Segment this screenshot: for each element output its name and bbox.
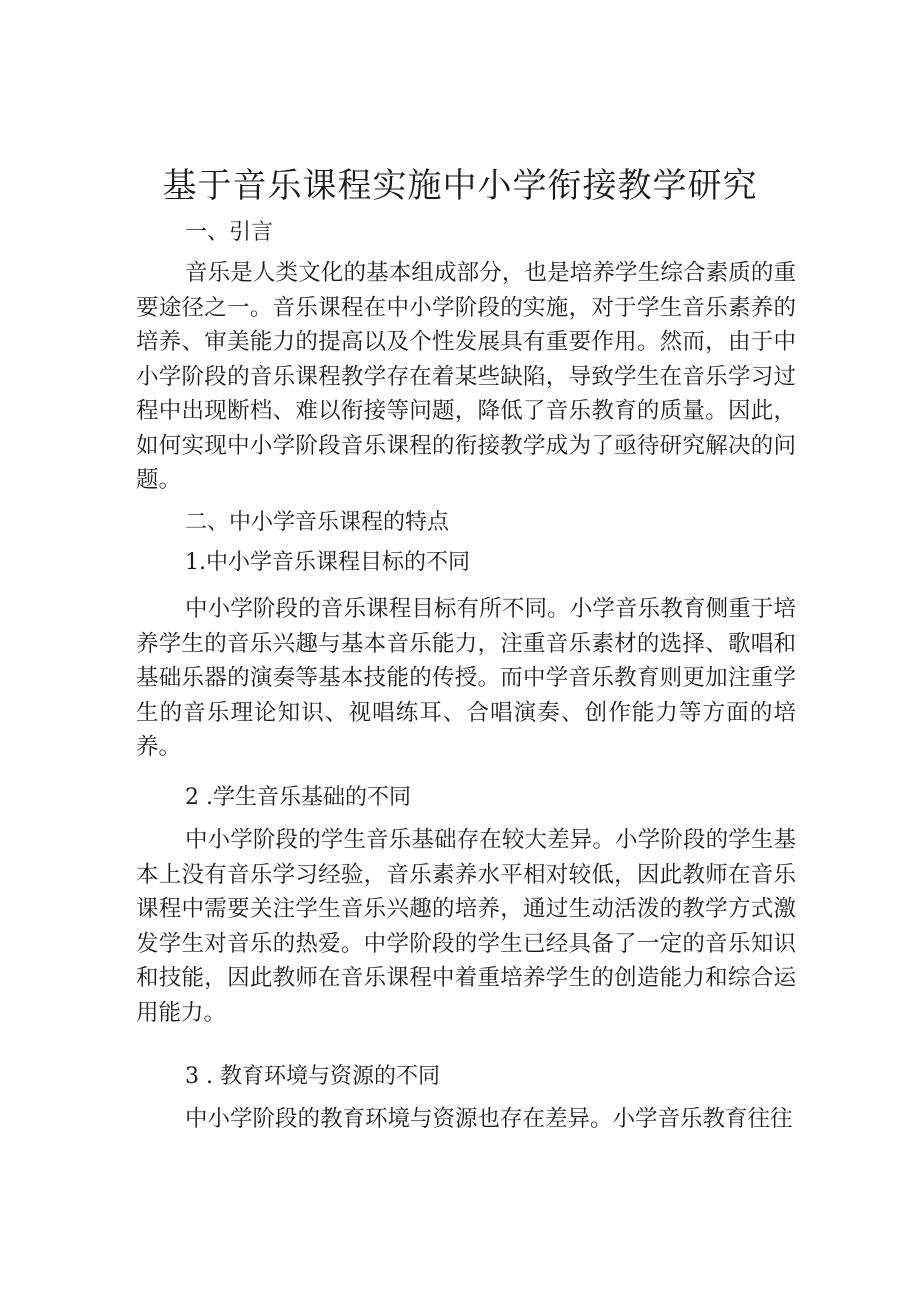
section-heading-characteristics: 二、中小学音乐课程的特点 [185,510,450,535]
introduction-paragraph: 音乐是人类文化的基本组成部分，也是培养学生综合素质的重要途径之一。音乐课程在中小学阶段的实施，对于学生音乐素养的培养、审美能力的提高以及个性发展具有重要作用。然而，由于中小学阶段的音乐课程教学存在着某些缺陷，导致学生在音乐学习过程中出现断档、难以衔接等问题，降低了音乐教育的质量。因此，如何实现中小学阶段音乐课程的衔接教学成为了亟待研究解决的问题。 [136,260,796,493]
environment-resources-paragraph: 中小学阶段的教育环境与资源也存在差异。小学音乐教育往往 [185,1106,793,1132]
course-goals-paragraph: 中小学阶段的音乐课程目标有所不同。小学音乐教育侧重于培养学生的音乐兴趣与基本音乐能力，注重音乐素材的选择、歌唱和基础乐器的演奏等基本技能的传授。而中学音乐教育则更加注重学生的音乐理论知识、视唱练耳、合唱演奏、创作能力等方面的培养。 [136,596,796,760]
subsection-heading-music-foundation: 2 .学生音乐基础的不同 [185,785,411,810]
section-heading-introduction: 一、引言 [185,220,274,245]
music-foundation-paragraph: 中小学阶段的学生音乐基础存在较大差异。小学阶段的学生基本上没有音乐学习经验，音乐素养水平相对较低，因此教师在音乐课程中需要关注学生音乐兴趣的培养，通过生动活泼的教学方式激发学生对音乐的热爱。中学阶段的学生已经具备了一定的音乐知识和技能，因此教师在音乐课程中着重培养学生的创造能力和综合运用能力。 [136,827,796,1026]
subsection-heading-environment-resources: 3 . 教育环境与资源的不同 [185,1064,440,1089]
subsection-heading-course-goals: 1.中小学音乐课程目标的不同 [185,550,470,575]
document-title: 基于音乐课程实施中小学衔接教学研究 [162,166,758,206]
